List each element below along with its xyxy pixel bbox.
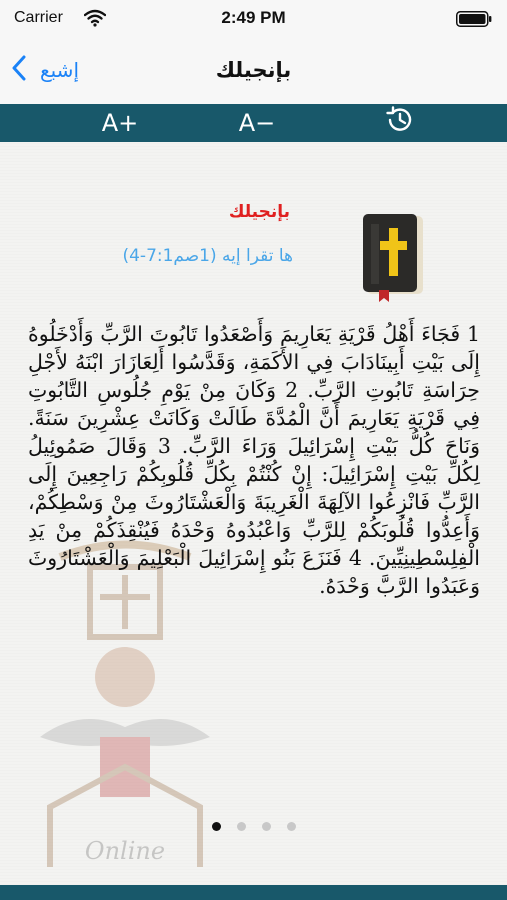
font-decrease-button[interactable]: A− [238, 109, 276, 137]
page-indicator[interactable] [0, 822, 507, 831]
page-title: بإنجيلك [215, 58, 292, 82]
back-button-label: إشبع [40, 58, 79, 82]
toolbar [0, 104, 507, 142]
reading-pane[interactable] [0, 142, 507, 885]
book-title: بإنجيلك [228, 202, 290, 222]
reading-reference: ها تقرا إيه (1صم7:1-4) [122, 246, 293, 266]
page-dot-3[interactable] [262, 822, 271, 831]
status-time: 2:49 PM [221, 8, 286, 27]
page-dot-4[interactable] [287, 822, 296, 831]
history-button[interactable] [378, 104, 422, 142]
font-increase-button[interactable]: A+ [101, 109, 139, 137]
battery-icon [456, 11, 492, 27]
page-dot-1[interactable] [212, 822, 221, 831]
watermark-text: Online [84, 837, 166, 865]
bottom-bar [0, 885, 507, 900]
carrier-label: Carrier [14, 9, 63, 26]
status-bar [0, 0, 507, 38]
scripture-passage: 1 فَجَاءَ أَهْلُ قَرْيَةِ يَعَارِيمَ وَأَصْعَدُوا تَابُوتَ الرَّبِّ وَأَدْخَلُوهُ إِلَى بَيْتِ أَبِينَادَابَ فِي الأَكَمَةِ، وَقَدَّسُوا أَلِعَازَارَ ابْنَهُ لأَجْلِ حِرَاسَةِ تَابُوتِ الرَّبِّ. 2 وَكَانَ مِنْ يَوْمِ جُلُوسِ التَّابُوتِ فِي قَرْيَةِ يَعَارِيمَ أَنَّ الْمُدَّةَ طَالَتْ وَكَانَتْ عِشْرِينَ سَنَةً. وَنَاحَ كُلُّ بَيْتِ إِسْرَائِيلَ وَرَاءَ الرَّبِّ. 3 وَقَالَ صَمُوئِيلُ لِكُلِّ بَيْتِ إِسْرَائِيلَ: إِنْ كُنْتُمْ بِكُلِّ قُلُوبِكُمْ رَاجِعِينَ إِلَى الرَّبِّ فَانْزِعُوا الآلِهَةَ الْغَرِيبَةَ وَالْعَشْتَارُوثَ مِنْ وَسْطِكُمْ، وَأَعِدُّوا قُلُوبَكُمْ لِلرَّبِّ وَاعْبُدُوهُ وَحْدَهُ فَيُنْقِذَكُمْ مِنْ يَدِ الْفِلِسْطِينِيِّينَ. 4 فَنَزَعَ بَنُو إِسْرَائِيلَ الْبَعْلِيمَ وَالْعَشْتَارُوثَ وَعَبَدُوا الرَّبَّ وَحْدَهُ. [28, 322, 480, 598]
history-icon [384, 104, 416, 142]
navigation-bar [0, 38, 507, 104]
page-dot-2[interactable] [237, 822, 246, 831]
bible-book-icon [359, 210, 429, 302]
